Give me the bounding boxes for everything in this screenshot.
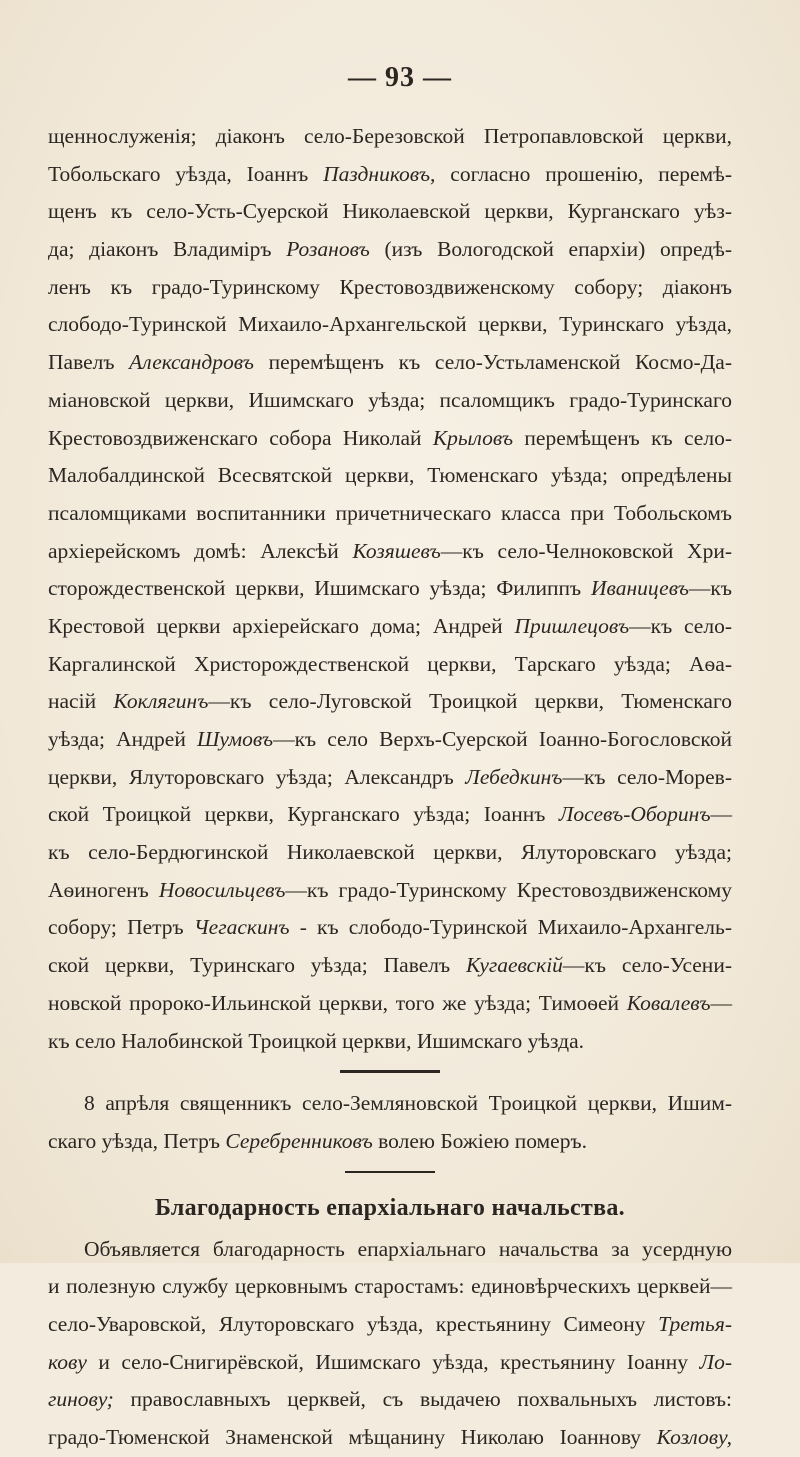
text-line <box>48 1085 732 1123</box>
text-line <box>48 1344 732 1382</box>
text-run: скаго уѣзда, Петръ <box>48 1128 226 1153</box>
text-line <box>48 1268 732 1306</box>
italic-name: Иваницевъ <box>591 576 689 601</box>
text-line <box>48 231 732 269</box>
text-run: —къ село- <box>629 613 732 638</box>
text-run: сторождественской церкви, Ишимскаго уѣзда; Филиппъ <box>48 576 591 601</box>
text-run: и полезную службу церковнымъ старостамъ: единовѣрческихъ церквей— <box>48 1274 732 1299</box>
italic-name: Третья- <box>658 1311 732 1336</box>
page-number: — 93 — <box>348 62 452 93</box>
text-run: село-Уваровской, Ялуторовскаго уѣзда, крестьянину Симеону <box>48 1311 659 1336</box>
text-run: щенъ къ село-Усть-Суерской Николаевской церкви, Курганскаго уѣз- <box>48 199 732 224</box>
text-run: церкви, Ялуторовскаго уѣзда; Александръ <box>48 764 466 789</box>
text-run: къ село Налобинской Троицкой церкви, Ишимскаго уѣзда. <box>48 1028 585 1053</box>
section-divider <box>345 1171 435 1173</box>
text-run: ской церкви, Туринскаго уѣзда; Павелъ <box>48 953 466 978</box>
italic-name: Кугаевскій <box>465 953 563 978</box>
text-line <box>48 1381 732 1419</box>
text-line <box>48 1023 732 1061</box>
text-run: волею Божіею померъ. <box>372 1128 587 1153</box>
text-run: щеннослуженія; діаконъ село-Березовской Петропавловской церкви, <box>48 124 732 148</box>
text-run: къ село-Бердюгинской Николаевской церкви, Ялуторовскаго уѣзда; <box>48 840 732 865</box>
text-run: Каргалинской Христорождественской церкви, Тарскаго уѣзда; Аѳа- <box>48 651 732 676</box>
text-run: 8 апрѣля священникъ село-Земляновской Троицкой церкви, Ишим- <box>84 1091 732 1116</box>
italic-name: Ковалевъ <box>626 990 711 1015</box>
text-run: слободо-Туринской Михаило-Архангельской церкви, Туринскаго уѣзда, <box>48 312 732 337</box>
text-run: перемѣщенъ къ село-Устьламенской Космо-Да- <box>253 350 732 375</box>
italic-name: Новосильцевъ <box>158 877 286 902</box>
text-run: ской Троицкой церкви, Курганскаго уѣзда; Іоаннъ <box>48 802 559 827</box>
text-run: Аѳиногенъ <box>48 877 159 902</box>
text-run: —къ село-Усени- <box>562 953 732 978</box>
italic-name: Александровъ <box>129 350 254 375</box>
text-line <box>48 796 732 834</box>
italic-name: Шумовъ <box>196 727 274 751</box>
italic-name: Козлову, <box>656 1425 732 1449</box>
italic-name: Ло- <box>699 1349 732 1374</box>
text-run: — <box>710 802 732 827</box>
text-line <box>48 909 732 947</box>
text-line <box>48 457 732 495</box>
death-notice-section <box>48 1085 732 1160</box>
text-line <box>48 985 732 1023</box>
text-run: - къ слободо-Туринской Михаило-Архангель- <box>289 915 732 940</box>
text-line <box>48 834 732 872</box>
text-line <box>48 570 732 608</box>
text-run: Тобольскаго уѣзда, Іоаннъ <box>48 161 324 186</box>
gratitude-section <box>48 1231 732 1457</box>
text-line <box>48 646 732 684</box>
italic-name: гинову; <box>48 1387 114 1412</box>
text-line <box>48 872 732 910</box>
italic-name: Серебренниковъ <box>225 1128 373 1153</box>
text-run: да; діаконъ Владиміръ <box>48 237 287 262</box>
text-run: Крестовоздвиженскаго собора Николай <box>48 425 433 450</box>
body-text <box>48 118 732 1457</box>
text-line <box>48 193 732 231</box>
text-run: собору; Петръ <box>48 915 194 940</box>
text-run: міановской церкви, Ишимскаго уѣзда; псаломщикъ градо-Туринскаго <box>48 387 732 412</box>
text-run: —къ село Верхъ-Суерской Іоанно-Богословской <box>273 727 733 751</box>
text-line <box>48 420 732 458</box>
text-run: согласно прошенію, перемѣ- <box>435 161 732 186</box>
text-run: перемѣщенъ къ село- <box>513 425 732 450</box>
text-run: —къ <box>688 576 732 601</box>
italic-name: Розановъ <box>286 237 370 262</box>
text-run: Малобалдинской Всесвятской церкви, Тюменскаго уѣзда; опредѣлены <box>48 463 732 488</box>
italic-name: Паздниковъ, <box>323 161 436 186</box>
text-run: ленъ къ градо-Туринскому Крестовоздвиженскому собору; діаконъ <box>48 274 732 299</box>
text-run: —къ градо-Туринскому Крестовоздвиженскому <box>285 877 732 902</box>
section-heading: Благодарность епархіальнаго начальства. <box>155 1194 625 1221</box>
text-run: —къ село-Луговской Троицкой церкви, Тюменскаго <box>208 689 732 714</box>
italic-name: Лебедкинъ <box>465 764 563 789</box>
text-line <box>48 382 732 420</box>
text-run: — <box>710 990 732 1015</box>
text-run: градо-Тюменской Знаменской мѣщанину Николаю Іоаннову <box>48 1425 657 1449</box>
text-run: —къ село-Челноковской Хри- <box>440 538 732 563</box>
text-run: православныхъ церквей, съ выдачею похвальныхъ листовъ: <box>113 1387 732 1412</box>
italic-name: кову <box>48 1349 87 1374</box>
text-line <box>48 495 732 533</box>
text-run: и село-Снигирёвской, Ишимскаго уѣзда, крестьянину Іоанну <box>86 1349 700 1374</box>
italic-name: Лосевъ-Оборинъ <box>558 802 711 827</box>
clergy-appointments-section <box>48 118 732 1060</box>
text-line <box>48 344 732 382</box>
text-run: насій <box>48 689 114 714</box>
text-run: архіерейскомъ домѣ: Алексѣй <box>48 538 353 563</box>
text-run: —къ село-Морев- <box>562 764 732 789</box>
text-run: Крестовой церкви архіерейскаго дома; Андрей <box>48 613 515 638</box>
text-run: (изъ Вологодской епархіи) опредѣ- <box>369 237 733 262</box>
italic-name: Коклягинъ <box>113 689 209 714</box>
text-line <box>48 1306 732 1344</box>
text-run: Павелъ <box>48 350 130 375</box>
text-run: псаломщиками воспитанники причетническаго класса при Тобольскомъ <box>48 500 732 525</box>
text-line <box>48 1419 732 1457</box>
text-line <box>48 118 732 156</box>
text-line <box>48 306 732 344</box>
text-line <box>48 533 732 571</box>
text-run: уѣзда; Андрей <box>48 727 197 751</box>
text-line <box>48 683 732 721</box>
italic-name: Пришлецовъ <box>514 613 630 638</box>
italic-name: Крыловъ <box>432 425 514 450</box>
text-run: новской пророко-Ильинской церкви, того же уѣзда; Тимоѳей <box>48 990 627 1015</box>
text-line <box>48 947 732 985</box>
section-divider <box>340 1070 440 1073</box>
text-line <box>48 608 732 646</box>
text-run: Объявляется благодарность епархіальнаго начальства за усердную <box>84 1236 732 1261</box>
text-line <box>48 156 732 194</box>
text-line <box>48 1123 732 1161</box>
text-line <box>48 269 732 307</box>
italic-name: Чегаскинъ <box>193 915 290 940</box>
text-line <box>48 759 732 797</box>
text-line <box>48 721 732 759</box>
italic-name: Козяшевъ <box>352 538 441 563</box>
